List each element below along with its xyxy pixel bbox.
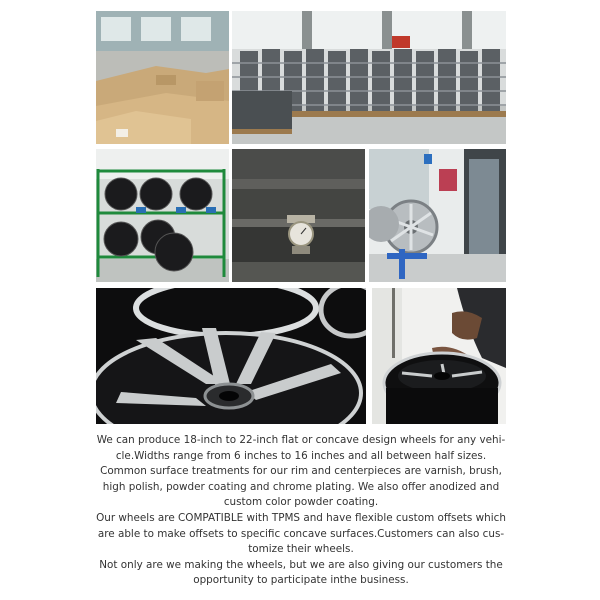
description-line: tomize their wheels.	[248, 543, 354, 556]
description-line: cle.Widths range from 6 inches to 16 inches and all between half sizes.	[115, 449, 487, 462]
description-line: Common surface treatments for our rim and centerpieces are varnish, brush,	[100, 465, 502, 478]
worker-inspecting-wheel-photo	[372, 288, 506, 424]
description-line: Not only are we making the wheels, but we are also giving our customers the	[99, 558, 503, 571]
wheel-spokes-closeup-photo	[96, 288, 366, 424]
silver-wheels-stand-photo	[369, 149, 506, 282]
wheel-pallets-photo	[232, 11, 506, 144]
warehouse-boxes-photo	[96, 11, 229, 144]
description-line: custom color powder coating.	[223, 496, 379, 509]
machined-surface-gauge-photo	[232, 149, 365, 282]
wheel-display-rack-photo	[96, 149, 229, 282]
description-line: opportunity to participate inthe business.	[193, 574, 409, 587]
description-line: high polish, powder coating and chrome plating. We also offer anodized and	[102, 480, 500, 493]
description-line: are able to make offsets to specific concave surfaces.Customers can also cus-	[97, 527, 505, 540]
description-line: We can produce 18-inch to 22-inch flat or concave design wheels for any vehi-	[96, 434, 506, 446]
description-line: Our wheels are COMPATIBLE with TPMS and have flexible custom offsets which	[96, 511, 506, 524]
product-description	[96, 433, 506, 589]
